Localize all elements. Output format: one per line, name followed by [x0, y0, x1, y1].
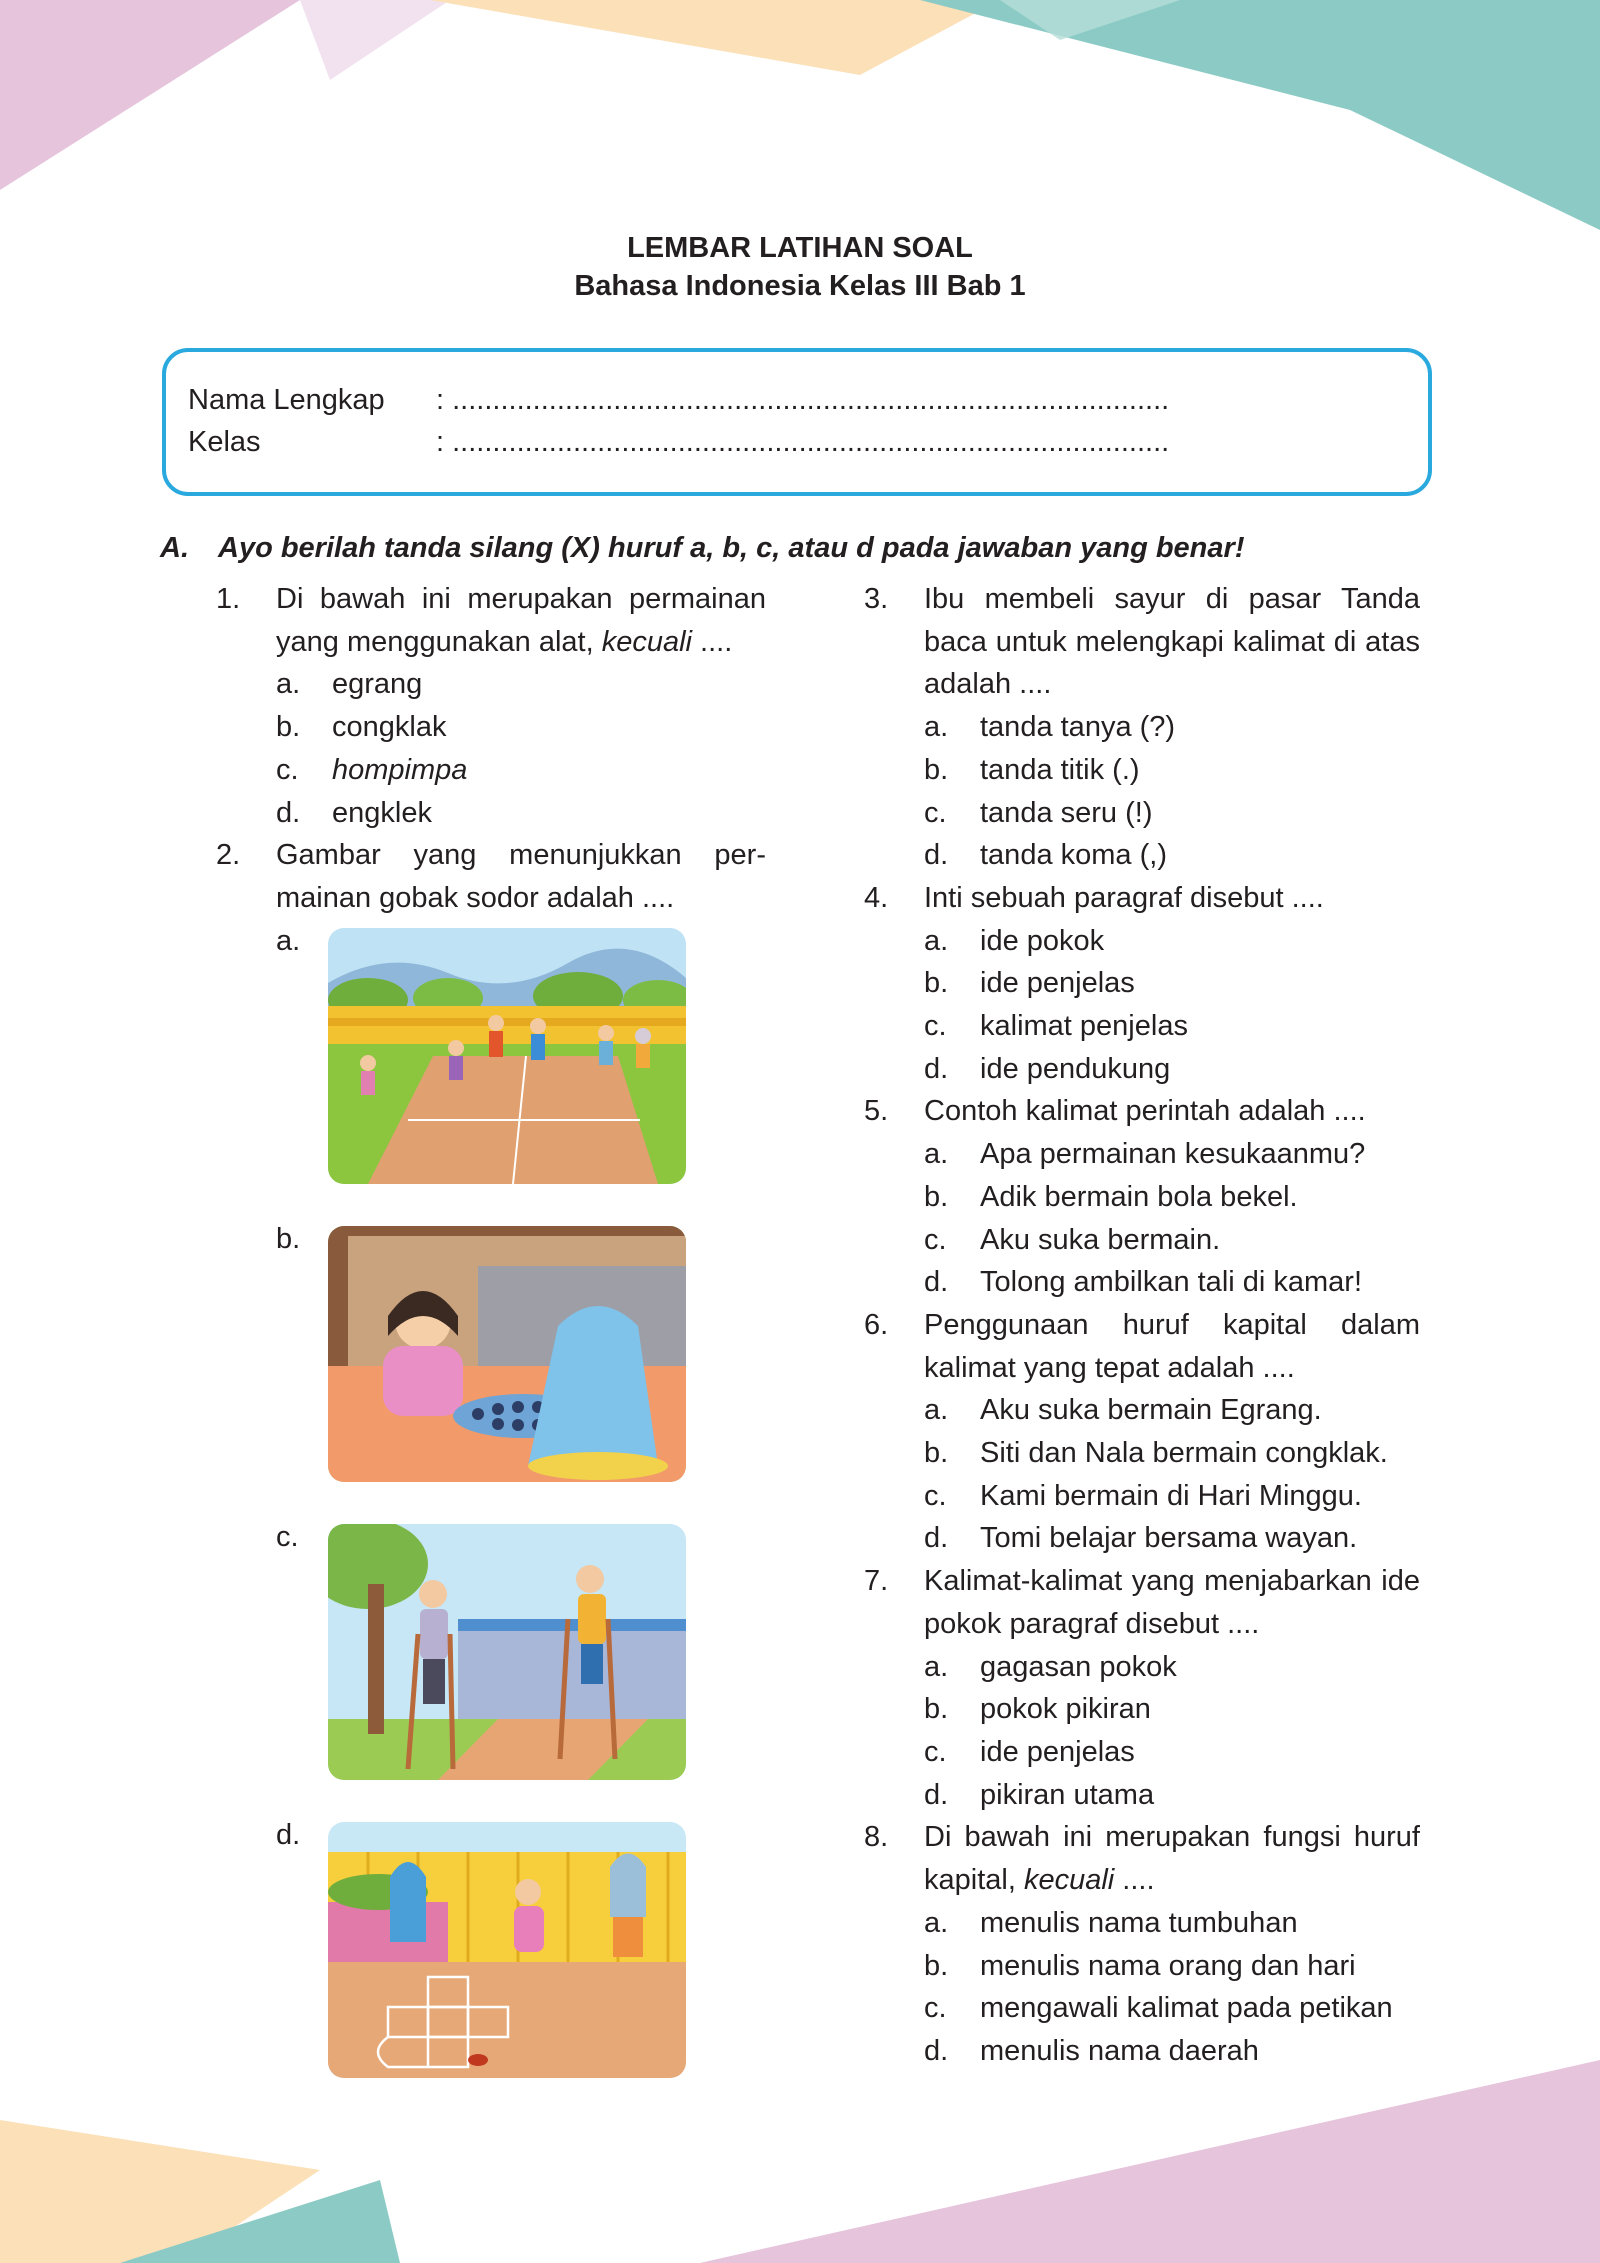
question-8 [864, 1816, 1420, 1901]
class-label: Kelas [188, 426, 261, 458]
engklek-image [328, 1822, 686, 2078]
question-6 [864, 1304, 1420, 1389]
question-text [276, 578, 766, 663]
option-text: pokok pikiran [980, 1693, 1151, 1726]
option-text: egrang [332, 668, 423, 701]
option-2a[interactable] [216, 920, 766, 1218]
question-number: 1. [216, 583, 241, 615]
option-letter: d. [924, 1522, 949, 1555]
name-label: Nama Lengkap [188, 384, 385, 416]
option-letter: c. [276, 753, 299, 786]
option-1a[interactable] [216, 663, 766, 706]
option-7d[interactable] [864, 1774, 1420, 1817]
option-letter: b. [924, 1437, 949, 1470]
option-7a[interactable] [864, 1646, 1420, 1689]
option-text: hompimpa [332, 753, 468, 786]
option-5a[interactable] [864, 1133, 1420, 1176]
option-letter: b. [924, 1949, 949, 1982]
option-text: ide pokok [980, 924, 1105, 957]
question-text: Kalimat-kalimat yang menjabarkan ide pokok paragraf disebut .... [924, 1565, 1420, 1640]
option-text: pikiran utama [980, 1778, 1155, 1811]
option-text: congklak [332, 711, 447, 744]
question-text: Contoh kalimat perintah adalah .... [924, 1095, 1366, 1128]
option-text: menulis nama tumbuhan [980, 1906, 1298, 1939]
question-4 [864, 877, 1420, 920]
name-field[interactable]: : ......................................................................................... [436, 384, 1170, 416]
question-number: 5. [864, 1095, 889, 1128]
option-text: tanda tanya (?) [980, 711, 1176, 744]
question-number: 6. [864, 1308, 889, 1341]
option-letter: c. [924, 1479, 947, 1512]
option-7c[interactable] [864, 1731, 1420, 1774]
option-1c[interactable] [216, 749, 766, 792]
option-3c[interactable] [864, 792, 1420, 835]
question-text-emphasis: kecuali [601, 625, 692, 658]
question-number: 7. [864, 1565, 889, 1598]
class-field[interactable]: : ......................................................................................... [436, 426, 1170, 458]
question-text-emphasis: kecuali [1023, 1864, 1115, 1897]
option-3d[interactable] [864, 834, 1420, 877]
worksheet-title: LEMBAR LATIHAN SOAL [627, 232, 973, 264]
question-3 [864, 578, 1420, 706]
option-letter: c. [924, 1010, 947, 1043]
option-letter: a. [924, 1906, 949, 1939]
option-letter: c. [924, 796, 947, 829]
option-letter: d. [276, 796, 301, 829]
option-6c[interactable] [864, 1475, 1420, 1518]
option-text: Tolong ambilkan tali di kamar! [980, 1266, 1363, 1299]
option-3b[interactable] [864, 749, 1420, 792]
option-letter: b. [924, 1180, 949, 1213]
gobak-sodor-image [328, 928, 686, 1184]
option-5d[interactable] [864, 1261, 1420, 1304]
option-4a[interactable] [864, 920, 1420, 963]
option-letter: d. [924, 1052, 949, 1085]
question-text [924, 1816, 1420, 1901]
option-2d[interactable] [216, 1814, 766, 2112]
option-text: mengawali kalimat pada petikan [980, 1992, 1393, 2025]
option-letter: d. [924, 1778, 949, 1811]
question-text: Gambar yang menunjukkan per-mainan gobak sodor adalah .... [276, 839, 766, 914]
identity-box [162, 348, 1432, 496]
option-letter: a. [276, 924, 301, 957]
option-text: Adik bermain bola bekel. [980, 1180, 1298, 1213]
question-text-part: Di bawah ini merupakan permainan yang menggunakan alat, [276, 583, 766, 658]
identity-row-name [188, 384, 1169, 417]
option-text: Aku suka bermain. [980, 1223, 1221, 1256]
option-4d[interactable] [864, 1048, 1420, 1091]
option-letter: b. [276, 711, 301, 744]
option-8b[interactable] [864, 1945, 1420, 1988]
question-7 [864, 1560, 1420, 1645]
option-text: engklek [332, 796, 432, 829]
option-letter: a. [924, 924, 949, 957]
option-text: tanda seru (!) [980, 796, 1153, 829]
option-6b[interactable] [864, 1432, 1420, 1475]
question-text-part: .... [1114, 1864, 1155, 1897]
option-text: Kami bermain di Hari Minggu. [980, 1479, 1362, 1512]
question-text: Inti sebuah paragraf disebut .... [924, 881, 1324, 914]
option-letter: b. [924, 1693, 949, 1726]
option-letter: a. [924, 1650, 949, 1683]
question-text: Penggunaan huruf kapital dalam kalimat yang tepat adalah .... [924, 1308, 1420, 1384]
option-8d[interactable] [864, 2030, 1420, 2073]
question-number: 2. [216, 839, 241, 872]
congklak-image [328, 1226, 686, 1482]
option-letter: a. [924, 711, 949, 744]
option-6a[interactable] [864, 1389, 1420, 1432]
question-text-part: Di bawah ini merupakan fungsi huruf kapital, [924, 1821, 1420, 1897]
option-text: gagasan pokok [980, 1650, 1177, 1683]
section-letter: A. [160, 532, 189, 564]
question-number: 4. [864, 881, 889, 914]
option-letter: a. [924, 1138, 949, 1171]
engklek-illustration [328, 1822, 686, 2078]
option-letter: a. [276, 668, 301, 701]
option-letter: b. [924, 753, 949, 786]
option-letter: c. [276, 1520, 299, 1553]
option-4c[interactable] [864, 1005, 1420, 1048]
option-text: ide pendukung [980, 1052, 1171, 1085]
option-text: menulis nama daerah [980, 2034, 1259, 2067]
option-letter: a. [924, 1394, 949, 1427]
option-letter: c. [924, 1992, 947, 2025]
option-letter: d. [924, 839, 949, 872]
option-letter: c. [924, 1223, 947, 1256]
question-2 [216, 834, 766, 919]
option-1b[interactable] [216, 706, 766, 749]
option-8c[interactable] [864, 1987, 1420, 2030]
option-5b[interactable] [864, 1176, 1420, 1219]
option-text: Apa permainan kesukaanmu? [980, 1138, 1366, 1171]
option-letter: d. [276, 1818, 301, 1851]
worksheet-subtitle: Bahasa Indonesia Kelas III Bab 1 [574, 270, 1026, 302]
section-instruction: Ayo berilah tanda silang (X) huruf a, b, c, atau d pada jawaban yang benar! [218, 532, 1245, 564]
question-text-part: .... [691, 625, 733, 658]
egrang-illustration [328, 1524, 686, 1780]
option-5c[interactable] [864, 1219, 1420, 1262]
option-3a[interactable] [864, 706, 1420, 749]
option-2b[interactable] [216, 1218, 766, 1516]
gobak-sodor-illustration [328, 928, 686, 1184]
egrang-image [328, 1524, 686, 1780]
option-6d[interactable] [864, 1517, 1420, 1560]
option-letter: b. [924, 967, 949, 1000]
option-letter: b. [276, 1222, 301, 1255]
right-column [864, 578, 1420, 2073]
identity-row-class [188, 426, 1169, 459]
question-number: 8. [864, 1821, 889, 1854]
question-number: 3. [864, 583, 889, 615]
congklak-illustration [328, 1226, 686, 1482]
option-8a[interactable] [864, 1902, 1420, 1945]
option-text: ide penjelas [980, 967, 1135, 1000]
option-text: Aku suka bermain Egrang. [980, 1394, 1322, 1427]
question-1 [216, 578, 766, 663]
option-7b[interactable] [864, 1688, 1420, 1731]
option-2c[interactable] [216, 1516, 766, 1814]
option-letter: d. [924, 1266, 949, 1299]
section-heading [160, 532, 1244, 565]
option-letter: c. [924, 1735, 947, 1768]
option-1d[interactable] [216, 792, 766, 835]
option-text: menulis nama orang dan hari [980, 1949, 1356, 1982]
option-4b[interactable] [864, 962, 1420, 1005]
option-text: Tomi belajar bersama wayan. [980, 1522, 1358, 1555]
option-text: tanda koma (,) [980, 839, 1167, 872]
question-5 [864, 1090, 1420, 1133]
question-text: Ibu membeli sayur di pasar Tanda baca untuk melengkapi kalimat di atas adalah .... [924, 583, 1420, 701]
option-letter: d. [924, 2034, 949, 2067]
option-text: Siti dan Nala bermain congklak. [980, 1437, 1388, 1470]
option-text: ide penjelas [980, 1735, 1135, 1768]
left-column [216, 578, 766, 2112]
option-text: kalimat penjelas [980, 1010, 1188, 1043]
option-text: tanda titik (.) [980, 753, 1140, 786]
